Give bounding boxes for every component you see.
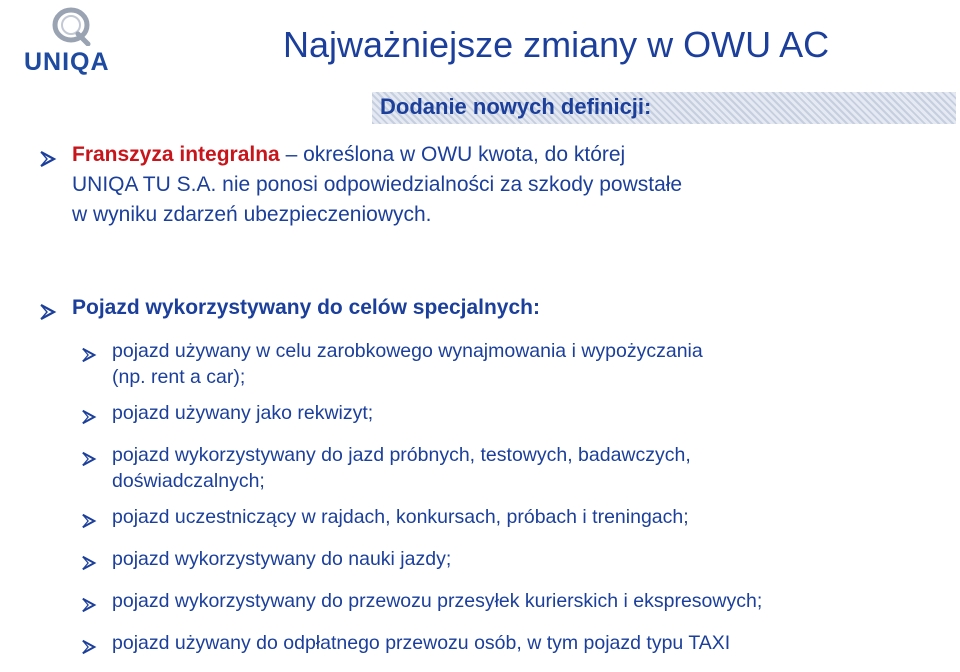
definition-line-2: UNIQA TU S.A. nie ponosi odpowiedzialności za szkody powstałe xyxy=(72,173,683,196)
special-purpose-section xyxy=(38,293,762,672)
special-list-item-line-1: pojazd uczestniczący w rajdach, konkursach, próbach i treningach; xyxy=(112,506,689,528)
definition-term: Franszyza integralna xyxy=(72,143,280,166)
chevron-right-icon xyxy=(80,555,98,571)
chevron-right-icon xyxy=(80,409,98,425)
special-list-item xyxy=(80,400,762,432)
special-list-item xyxy=(80,442,762,494)
special-list-item-line-1: pojazd wykorzystywany do jazd próbnych, testowych, badawczych, xyxy=(112,444,691,466)
special-heading-row xyxy=(38,293,762,330)
definition-dash: – xyxy=(279,143,304,166)
special-list-item-line-1: pojazd wykorzystywany do przewozu przesyłek kurierskich i ekspresowych; xyxy=(112,590,763,612)
chevron-right-icon xyxy=(38,303,58,321)
special-list-item-line-1: pojazd używany do odpłatnego przewozu osób, w tym pojazd typu TAXI xyxy=(112,632,731,654)
special-list-item xyxy=(80,546,762,578)
chevron-right-icon xyxy=(80,513,98,529)
definition-line-1: określona w OWU kwota, do której xyxy=(303,143,626,166)
special-list-item-line-1: pojazd używany w celu zarobkowego wynajmowania i wypożyczania xyxy=(112,340,703,362)
definition-section xyxy=(38,140,682,230)
special-list-item xyxy=(80,588,762,620)
special-list-item-line-2: (np. rent a car); xyxy=(112,366,246,388)
definition-line-3: w wyniku zdarzeń ubezpieczeniowych. xyxy=(72,203,432,226)
special-list xyxy=(80,338,762,662)
special-list-item xyxy=(80,630,762,662)
chevron-right-icon xyxy=(80,639,98,655)
definition-item xyxy=(38,140,682,230)
special-list-item xyxy=(80,338,762,390)
page-title: Najważniejsze zmiany w OWU AC xyxy=(283,24,830,65)
uniqa-logo xyxy=(22,6,122,76)
special-list-item-line-1: pojazd wykorzystywany do nauki jazdy; xyxy=(112,548,452,570)
chevron-right-icon xyxy=(38,150,58,168)
logo-text: UNIQA xyxy=(24,48,110,76)
chevron-right-icon xyxy=(80,451,98,467)
chevron-right-icon xyxy=(80,347,98,363)
special-list-item-line-2: doświadczalnych; xyxy=(112,470,265,492)
uniqa-ring-icon xyxy=(48,6,94,46)
chevron-right-icon xyxy=(80,597,98,613)
section-banner xyxy=(372,92,956,124)
special-list-item xyxy=(80,504,762,536)
special-heading: Pojazd wykorzystywany do celów specjalnych: xyxy=(72,296,540,319)
section-banner-text: Dodanie nowych definicji: xyxy=(380,94,652,119)
special-list-item-line-1: pojazd używany jako rekwizyt; xyxy=(112,402,374,424)
